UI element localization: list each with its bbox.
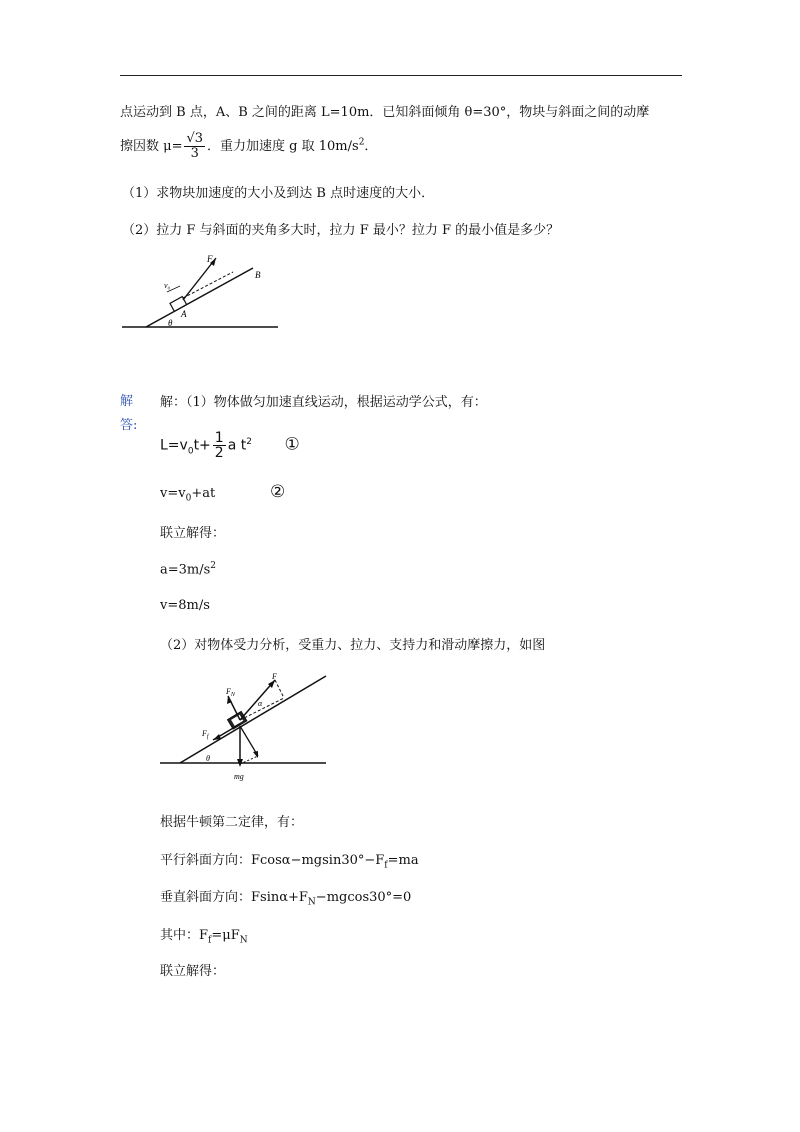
question-2: （2）拉力 F 与斜面的夹角多大时，拉力 F 最小？拉力 F 的最小值是多少？ <box>122 223 560 238</box>
label-v0: v₀ <box>164 281 171 290</box>
mu-fraction: $\frac{√3}{3}$ <box>186 131 204 161</box>
question-1: （1）求物块加速度的大小及到达 B 点时速度的大小． <box>122 186 435 201</box>
problem-line-1: 点运动到 B 点，A、B 之间的距离 L=10m．已知斜面倾角 θ=30°，物块与斜面之间的动摩 <box>120 105 650 120</box>
friction-relation: 其中：$F_f=\mu F_N$ <box>160 928 248 946</box>
header-rule <box>120 75 682 76</box>
answer-v: v=8m/s <box>160 598 210 613</box>
eq2-circled-marker: ② <box>270 482 286 502</box>
incline-surface-2 <box>180 676 326 763</box>
label-mg: mg <box>234 772 244 781</box>
motion-dashed-line <box>183 272 233 298</box>
label-A: A <box>181 309 187 319</box>
label-theta: θ <box>168 318 173 328</box>
equation-2: $v=v_0+at$ <box>160 486 216 504</box>
solution-tag-1: 解 <box>120 394 134 409</box>
parallel-equation: 平行斜面方向：$Fcos\alpha-mgsin30^\circ-F_f=ma$ <box>160 853 419 871</box>
solution-intro: 解：（1）物体做匀加速直线运动，根据运动学公式，有： <box>160 395 487 410</box>
perpendicular-equation: 垂直斜面方向：$Fsin\alpha+F_N-mgcos30^\circ=0$ <box>160 890 412 908</box>
solve-label-2: 联立解得： <box>160 964 226 979</box>
label-Ff: $F_f$ <box>202 729 209 740</box>
solve-label-1: 联立解得： <box>160 526 226 541</box>
incline-figure-1 <box>118 250 283 335</box>
label-B: B <box>255 270 261 280</box>
label-F: F <box>207 254 213 264</box>
equation-1: $L=v_0t+$ $\frac{1}{2}$ a $t^2$ ① <box>160 430 300 461</box>
answer-a: $a=3m/s^2$ <box>160 561 217 578</box>
eq1-circled-marker: ① <box>284 434 300 455</box>
label-FN: $F_N$ <box>226 687 235 698</box>
problem-line-2: 擦因数 μ= $\frac{√3}{3}$ ．重力加速度 g 取 $10m/s^2$． <box>120 131 378 161</box>
label-alpha: α <box>258 699 263 708</box>
force-diagram-figure-2 <box>158 668 330 788</box>
newton-law-intro: 根据牛顿第二定律，有： <box>160 815 304 830</box>
label-theta-2: θ <box>206 754 210 763</box>
solution-tag-2: 答: <box>120 418 138 433</box>
incline-surface <box>146 268 253 327</box>
force-F-arrow <box>183 258 216 300</box>
part-2-intro: （2）对物体受力分析，受重力、拉力、支持力和滑动摩擦力，如图 <box>160 638 546 653</box>
label-F-2: F <box>272 672 277 681</box>
